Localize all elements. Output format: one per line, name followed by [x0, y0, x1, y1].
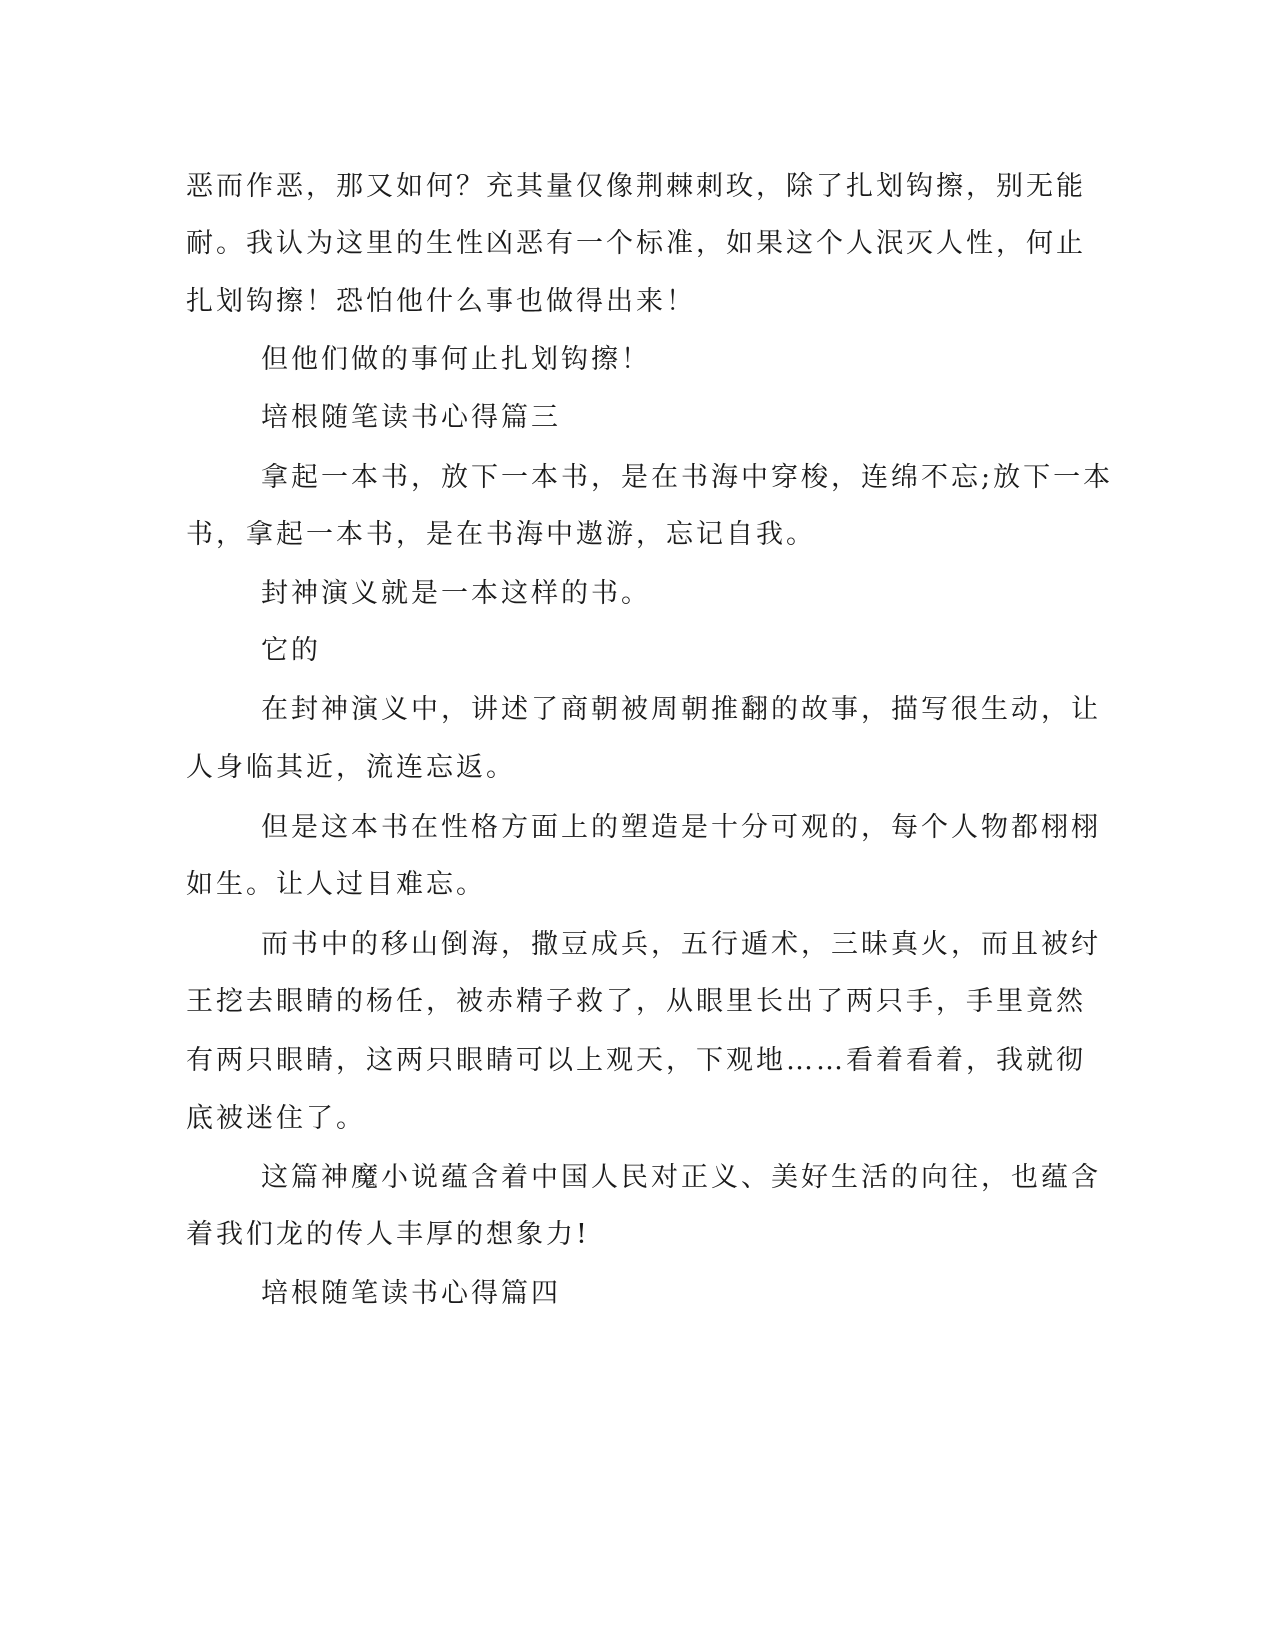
section-heading: 培根随笔读书心得篇三 [261, 402, 561, 433]
text-line: 在封神演义中，讲述了商朝被周朝推翻的故事，描写很生动，让 [261, 694, 1101, 725]
text-line: 封神演义就是一本这样的书。 [261, 578, 651, 609]
text-line: 扎划钩擦！恐怕他什么事也做得出来！ [186, 286, 696, 317]
section-heading: 培根随笔读书心得篇四 [261, 1278, 561, 1309]
text-line: 有两只眼睛，这两只眼睛可以上观天，下观地……看着看着，我就彻 [186, 1045, 1086, 1076]
text-line: 如生。让人过目难忘。 [186, 869, 486, 900]
text-line: 底被迷住了。 [186, 1103, 366, 1134]
text-line: 书，拿起一本书，是在书海中遨游，忘记自我。 [186, 519, 816, 550]
text-line: 拿起一本书，放下一本书，是在书海中穿梭，连绵不忘;放下一本 [261, 462, 1114, 493]
text-line: 它的 [261, 635, 321, 666]
text-line: 这篇神魔小说蕴含着中国人民对正义、美好生活的向往，也蕴含 [261, 1162, 1101, 1193]
text-line: 人身临其近，流连忘返。 [186, 752, 516, 783]
text-line: 着我们龙的传人丰厚的想象力! [186, 1219, 590, 1250]
text-line: 而书中的移山倒海，撒豆成兵，五行遁术，三昧真火，而且被纣 [261, 929, 1101, 960]
text-line: 耐。我认为这里的生性凶恶有一个标准，如果这个人泯灭人性，何止 [186, 228, 1086, 259]
text-line: 但他们做的事何止扎划钩擦！ [261, 344, 651, 375]
text-line: 恶而作恶，那又如何？充其量仅像荆棘刺玫，除了扎划钩擦，别无能 [186, 171, 1086, 202]
text-line: 王挖去眼睛的杨任，被赤精子救了，从眼里长出了两只手，手里竟然 [186, 986, 1086, 1017]
text-line: 但是这本书在性格方面上的塑造是十分可观的，每个人物都栩栩 [261, 812, 1101, 843]
